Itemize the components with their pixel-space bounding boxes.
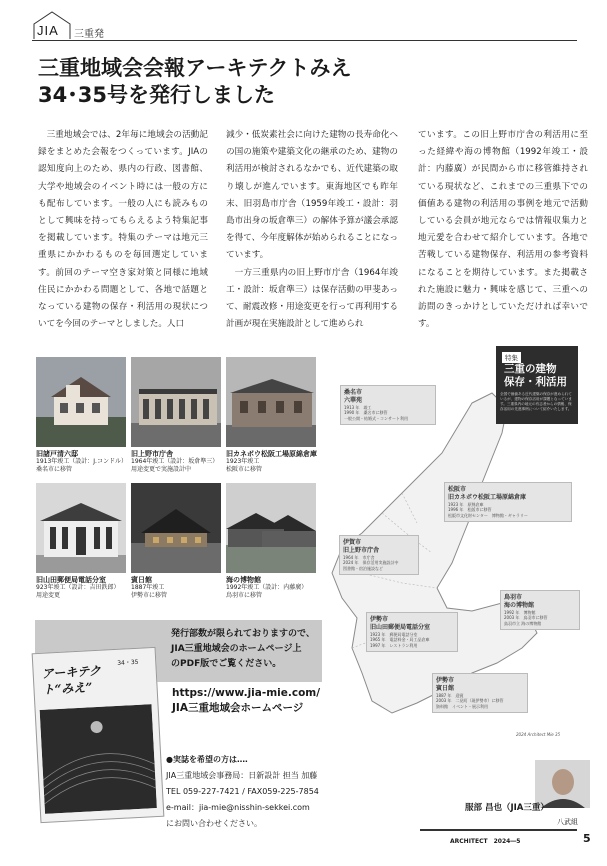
photo-kanebo-warehouse [226, 357, 316, 447]
feature-title: 三重の建物 保存・利活用 [504, 363, 567, 388]
column-2-text-a: 減少・低炭素社会に向けた建物の長寿命化への国の施策や建築文化の継承のため、建物の利活用が検討されるなかでも、近代建築の取り壊しが進んでいます。東海地区でも昨年末、旧羽島市庁舎（1959年竣工・設計：羽島市出身の坂倉準三）の解体予算が議会承認を得て、今年度解体が始められることになっています。 [226, 130, 398, 261]
column-3-text: ています。この旧上野市庁舎の利活用に至った経緯や海の博物館（1992年竣工・設計：内藤廣）が民間から市に移管維持されている現状など、これまでの三重県下での価値ある建物の利活用の事例を地元で活動している会員が地元ならでは情報収集力と地元愛を合わせて紹介しています。各地で苦戦している建物保存、利活用の参考資料になることを期待しています。また掲載された施設に魅力・興味を感じて、三重への訪問のきっかけとしていただければ幸いです。 [418, 130, 588, 330]
page-number: 5 [583, 832, 591, 845]
map-tag-toba: 鳥羽市 海の博物館 1992 年 博物館 2003 年 鳥羽市に移管 鳥羽市立 海の博物館 [500, 590, 580, 630]
footer-rule [420, 829, 577, 831]
article-column-3 [418, 127, 588, 333]
photo-caption: 旧山田郵便局電話分室 923年竣工（設計：吉田鉄郎） 用途変更 [36, 576, 120, 599]
photo-moroto-residence [36, 357, 126, 447]
request-info: ●実誌を希望の方は‥‥ JIA三重地域会事務局：日新設計 担当 加藤 TEL 059-227-7421 / FAX059-225-7854 e-mail：jia-mie@nisshin-sekkei.com にお問い合わせください。 [166, 755, 319, 828]
notice-text: 発行部数が限られておりますので、 JIA三重地域会のホームページ上 のPDF版でご覧ください。 [171, 629, 315, 669]
article-title [38, 55, 578, 109]
website-link[interactable]: https://www.jia-mie.com/ JIA三重地域会ホームページ [172, 687, 321, 714]
photo-caption: 旧カネボウ松阪工場原綿倉庫 1923年竣工 松阪市に移管 [226, 450, 317, 473]
magazine-cover [32, 647, 165, 823]
map-tag-kuwana: 桑名市 六華苑 1913 年 竣工 1990 年 桑名市に移管 一般公開・結婚式・コンサート利用 [340, 385, 436, 425]
map-credit: 2024 Architect Mie 35 [516, 732, 561, 737]
photo-hinjitsukan [131, 483, 221, 573]
email-link[interactable]: e-mail：jia-mie@nisshin-sekkei.com [166, 803, 310, 812]
map-tag-ise-post: 伊勢市 旧山田郵便局電話分室 1923 年 郵便局電話分室 1965 年 電話料金・局工品倉庫 1997 年 レストラン利用 [366, 612, 458, 652]
title-line-2: 34･35号を発行しました [38, 83, 275, 107]
photo-yamada-post-office [36, 483, 126, 573]
photo-ueno-city-hall [131, 357, 221, 447]
map-tag-matsusaka: 松阪市 旧カネボウ松阪工場原綿倉庫 1923 年 原綿倉庫 1996 年 松阪市に移管 松阪市文化財センター 博物館・ギャラリー [444, 482, 572, 522]
header-chapter: 三重発 [74, 29, 104, 40]
column-1-text: 三重地域会では、2年毎に地域会の活動記録をまとめた会報をつくっています。JIAの認知度向上のため、県内の行政、図書館、大学や地域会のイベント時には一般の方にも配布しています。一般の人にも読みものとして興味を持ってもらえるよう特集記事を掲載しています。特集のテーマは地元三重県にかかわるものを毎回選定しています。前回のテーマ空き家対策と同様に地域住民にかかわる問題として、各地で話題となっている建物の保存・利活用の現状についてを今回のテーマとしました。人口 [38, 130, 208, 330]
header-org: JIA [37, 23, 59, 38]
cover-issue: 34・35 [117, 658, 139, 667]
photo-caption: 海の博物館 1992年竣工（設計：内藤廣） 鳥羽市に移管 [226, 576, 308, 599]
header-rule [32, 40, 577, 41]
footer-magazine: ARCHITECT 2024―5 [450, 838, 521, 845]
cover-title: アーキテクト“みえ” [41, 663, 102, 697]
title-line-1: 三重地域会会報アーキテクトみえ [38, 56, 352, 80]
cover-photo [40, 704, 157, 814]
article-column-1 [38, 127, 208, 333]
author-name: 服部 昌也（JIA三重） [465, 803, 549, 813]
article-column-2 [226, 127, 398, 333]
photo-caption: 旧諸戸清六邸 1913年竣工（設計：J.コンドル） 桑名市に移管 [36, 450, 127, 473]
map-tag-ise-hinjitsukan: 伊勢市 賓日館 1887 年 迎賓 2003 年 二見町（現伊勢市）に移管 資料館 イベント・展示利用 [432, 673, 528, 713]
feature-box [496, 346, 578, 424]
feature-label: 特集 [502, 352, 521, 363]
map-tag-iga: 伊賀市 旧上野市庁舎 1964 年 市庁舎 2024 年 保存活用実施設計中 図書館・宿泊施設など [339, 535, 419, 575]
feature-description: 全国で価値ある近代建築の保存が進められているが、建物の保存活用が課題となっています。三重県内の地元の有志者からの情報、保存活用の先進事例について紹介いたします。 [500, 392, 572, 411]
photo-caption: 旧上野市庁舎 1964年竣工（設計：坂倉準三） 用途変更で実施設計中 [131, 450, 219, 473]
photo-sea-folk-museum [226, 483, 316, 573]
author-affiliation: 八武組 [557, 818, 578, 826]
column-2-text-b: 一方三重県内の旧上野市庁舎（1964年竣工・設計：坂倉準三）は保存活動の甲斐あって、耐震改修・用途変更を行って再利用する計画が現在実施設計として進められ [226, 267, 398, 330]
photo-caption: 賓日館 1887年竣工 伊勢市に移管 [131, 576, 168, 599]
